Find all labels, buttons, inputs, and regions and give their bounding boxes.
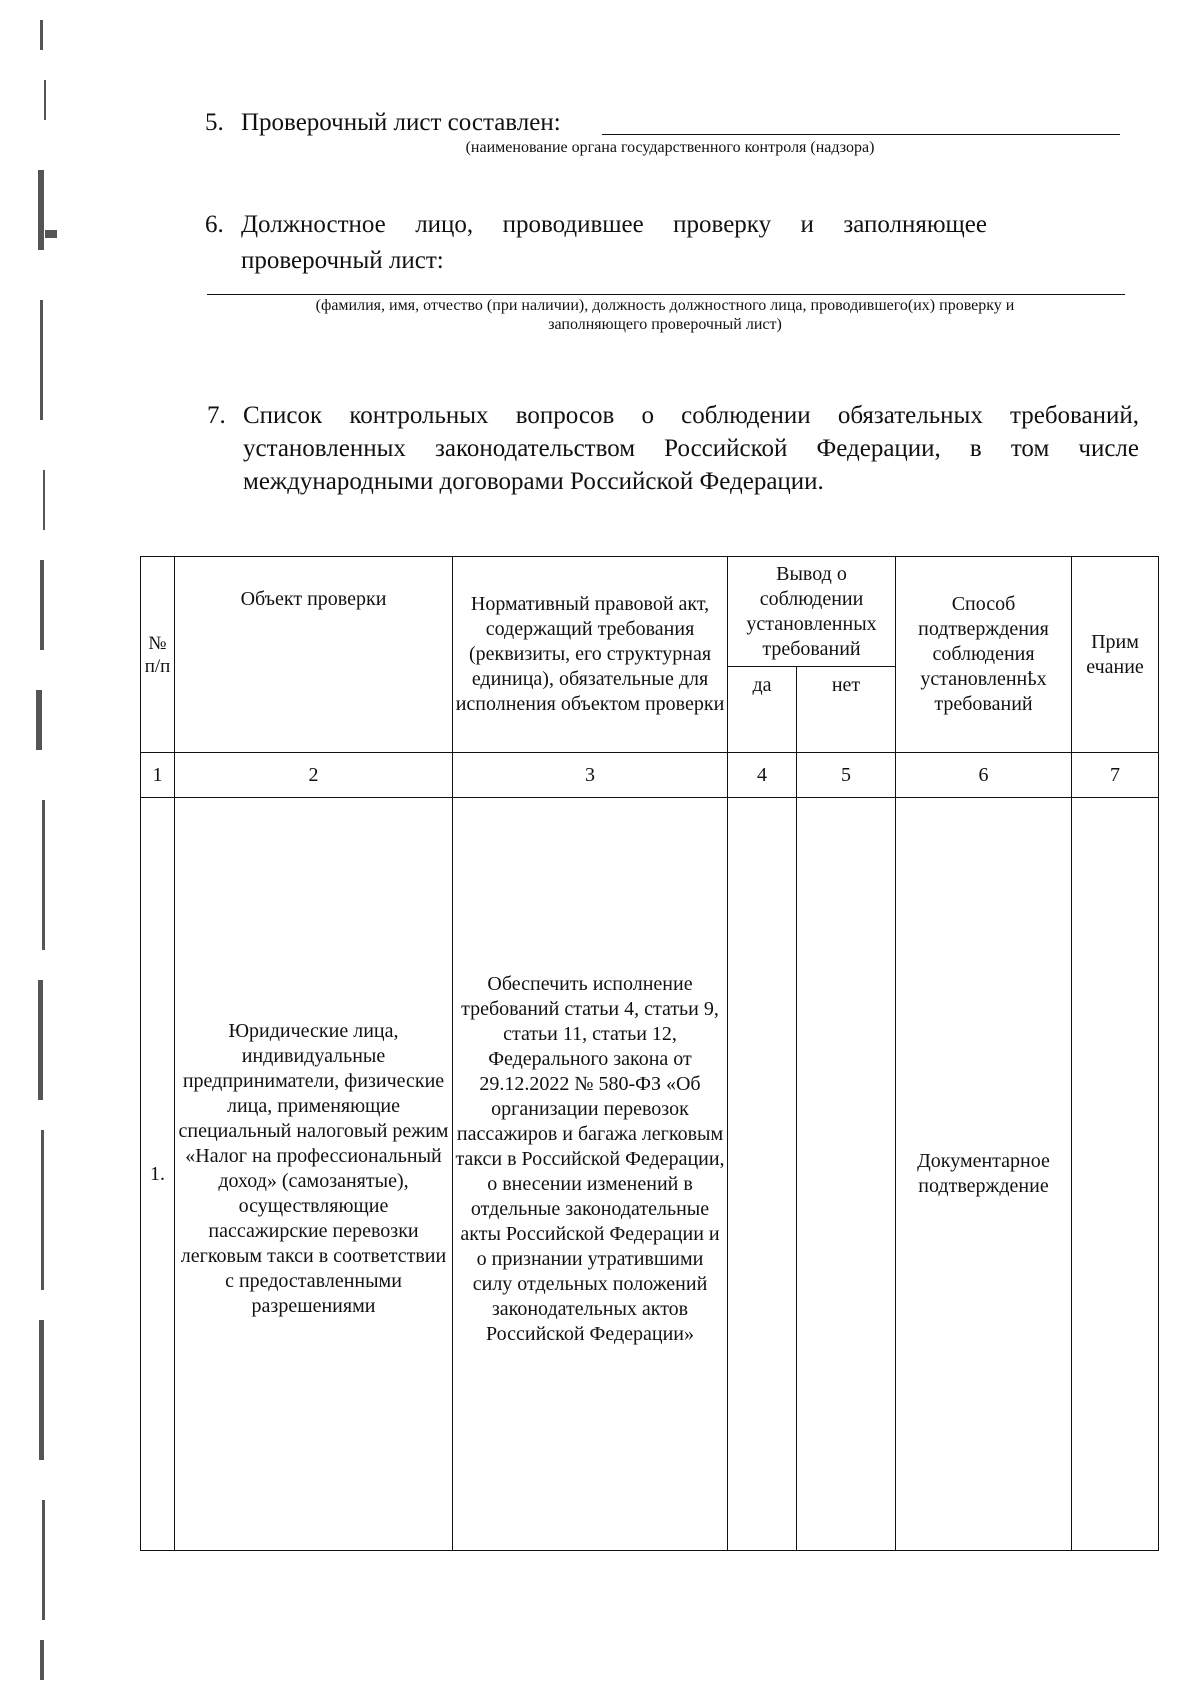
item-5-caption: (наименование органа государственного контроля (надзора) [465, 139, 875, 156]
row-method: Документарное подтверждение [896, 798, 1072, 1551]
item-6-caption-line-2: заполняющего проверочный лист) [548, 316, 782, 333]
column-number: 5 [797, 753, 896, 798]
header-note: Прим ечание [1072, 557, 1159, 753]
header-object [175, 557, 453, 753]
item-7-number: 7. [207, 402, 226, 429]
item-7-line-2: установленных законодательством Российской Федерации, в том числе [243, 435, 1139, 462]
item-5 [205, 106, 561, 139]
item-5-fill-line [602, 134, 1120, 135]
header-conclusion: Вывод о соблюдении установленных требований [728, 557, 896, 667]
item-7 [207, 399, 1139, 432]
item-5-number: 5. [205, 109, 224, 136]
header-row [141, 557, 1159, 667]
row-object: Юридические лица, индивидуальные предприниматели, физические лица, применяющие специальный налоговый режим «Налог на профессиональный доход» (самозанятые), осуществляющие пассажирские перевозки легковым такси в соответствии с предоставленными разрешениями [175, 798, 453, 1551]
item-6-line-2: проверочный лист: [241, 247, 444, 274]
item-5-text: Проверочный лист составлен: [241, 109, 561, 136]
column-number: 1 [141, 753, 175, 798]
item-6-number: 6. [205, 211, 224, 238]
item-6-fill-line [207, 294, 1125, 295]
scan-edge-artifact [0, 0, 80, 1698]
column-number: 6 [896, 753, 1072, 798]
checklist-table [140, 556, 1159, 1551]
column-number: 2 [175, 753, 453, 798]
item-7-line-3: международными договорами Российской Федерации. [243, 468, 824, 495]
row-note [1072, 798, 1159, 1551]
table-row [141, 798, 1159, 1551]
column-number: 7 [1072, 753, 1159, 798]
row-act: Обеспечить исполнение требований статьи 4, статьи 9, статьи 11, статьи 12, Федерального закона от 29.12.2022 № 580-ФЗ «Об организации перевозок пассажиров и багажа легковым такси в Российской Федерации, о внесении изменений в отдельные законодательные акты Российской Федерации и о признании утратившими силу отдельных положений законодательных актов Российской Федерации» [453, 798, 728, 1551]
column-number: 3 [453, 753, 728, 798]
item-6-caption-line-1: (фамилия, имя, отчество (при наличии), должность должностного лица, проводившего(их) проверку и [315, 297, 1015, 314]
header-yes: да [728, 667, 797, 753]
row-no [797, 798, 896, 1551]
header-act: Нормативный правовой акт, содержащий требования (реквизиты, его структурная единица), обязательные для исполнения объектом проверки [453, 557, 728, 753]
item-6 [205, 208, 987, 241]
header-method: Способ подтверждения соблюдения установленнҍх требований [896, 557, 1072, 753]
column-number-row [141, 753, 1159, 798]
row-yes [728, 798, 797, 1551]
header-num: № п/п [141, 557, 175, 753]
column-number: 4 [728, 753, 797, 798]
row-num: 1. [141, 798, 175, 1551]
item-7-line-1: Список контрольных вопросов о соблюдении обязательных требований, [243, 402, 1139, 429]
item-6-line-1: Должностное лицо, проводившее проверку и заполняющее [241, 211, 987, 238]
header-object-label: Объект проверки [240, 588, 387, 610]
header-no: нет [797, 667, 896, 753]
